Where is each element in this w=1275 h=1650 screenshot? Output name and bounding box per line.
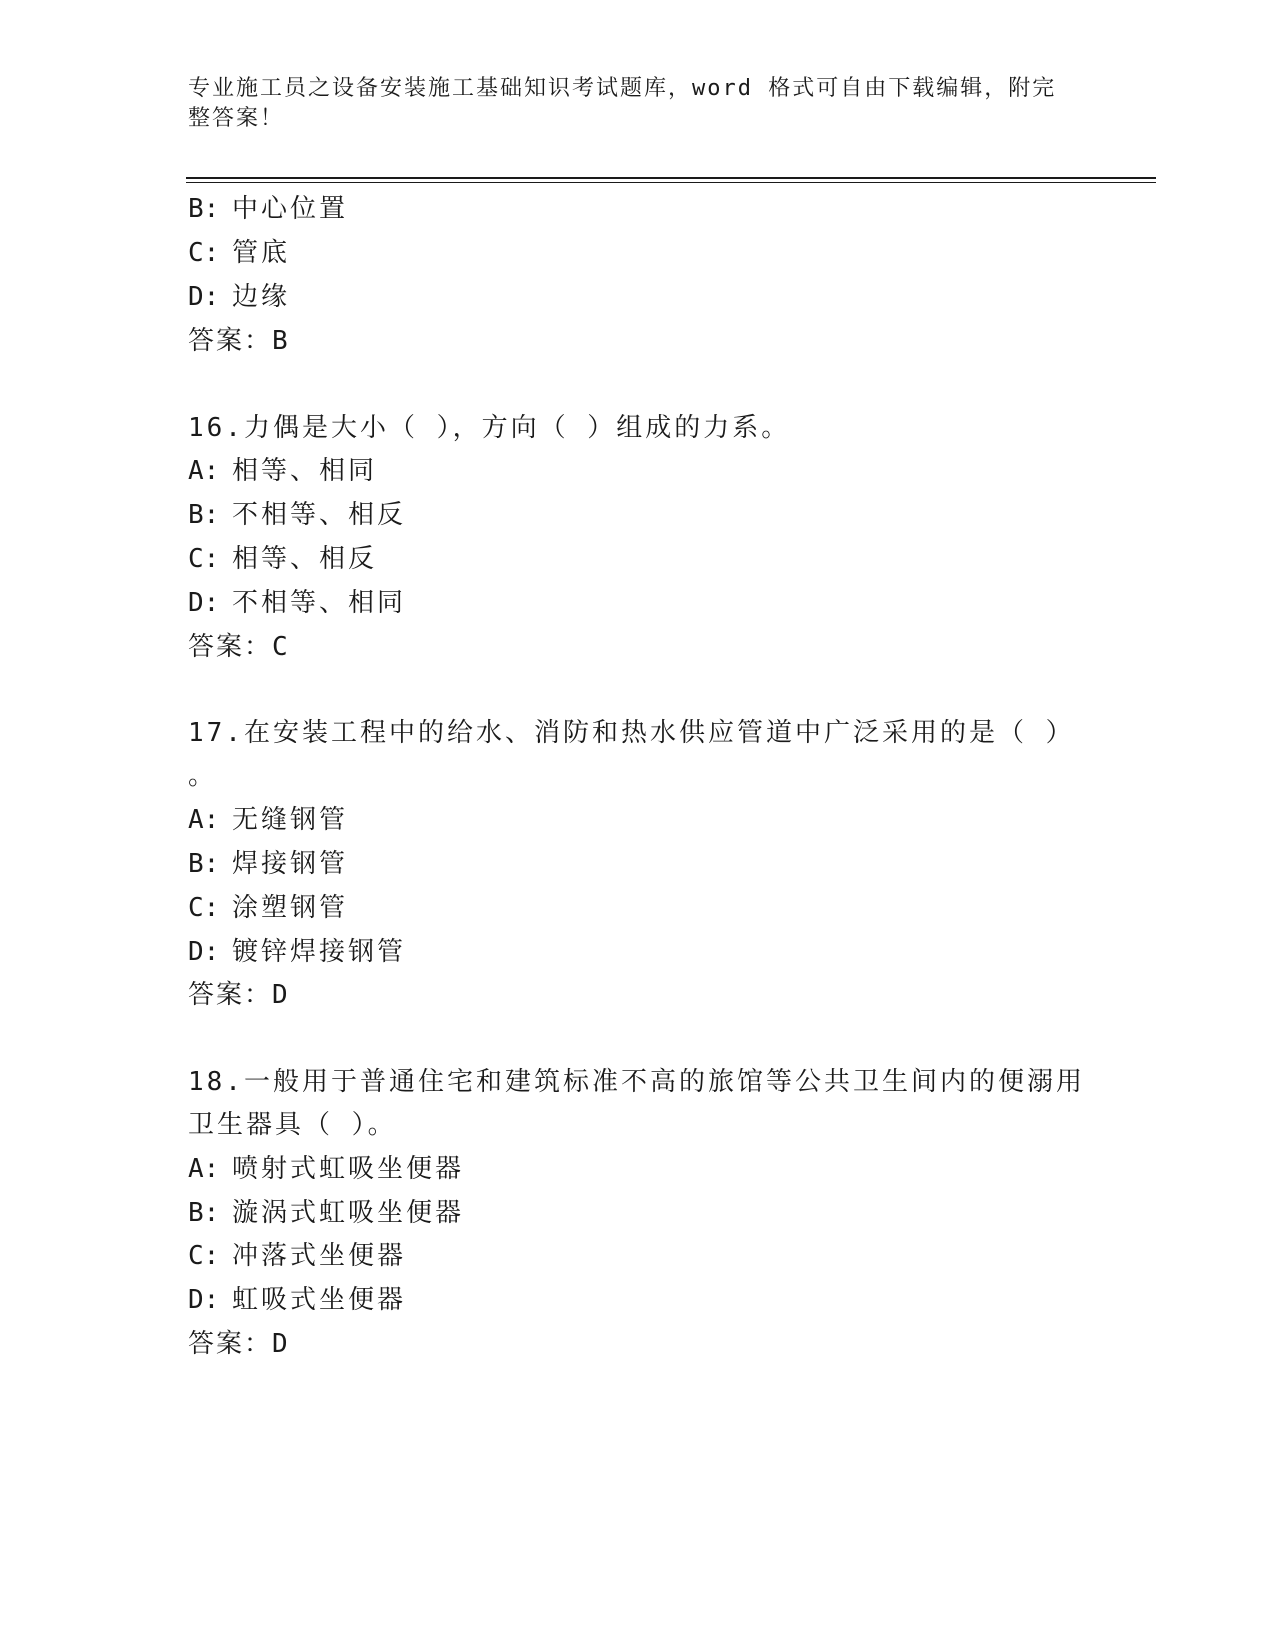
answer-value: D: [272, 1329, 288, 1359]
option-label: D:: [188, 588, 220, 618]
option-text: 相等、相反: [232, 544, 378, 574]
option-label: A:: [188, 456, 220, 486]
q18-option-d: [188, 1284, 406, 1316]
option-label: B:: [188, 500, 220, 530]
q15-option-c: [188, 237, 290, 269]
q16-stem: 16.力偶是大小（ ），方向（ ）组成的力系。: [188, 413, 791, 443]
option-text: 边缘: [232, 282, 291, 312]
header-line-1: 专业施工员之设备安装施工基础知识考试题库，word 格式可自由下载编辑，附完: [188, 76, 1057, 101]
option-label: C:: [188, 238, 220, 268]
option-text: 喷射式虹吸坐便器: [232, 1154, 465, 1184]
option-label: C:: [188, 544, 220, 574]
option-label: A:: [188, 1154, 220, 1184]
option-label: D:: [188, 282, 220, 312]
option-text: 相等、相同: [232, 456, 378, 486]
q16-option-b: [188, 499, 406, 531]
option-text: 涂塑钢管: [232, 893, 349, 923]
answer-label: 答案：: [188, 980, 273, 1010]
document-header: [188, 74, 1068, 134]
q18-stem-line-2: 卫生器具（ ）。: [188, 1110, 397, 1140]
q16-option-c: [188, 543, 377, 575]
q18-option-b: [188, 1197, 464, 1229]
option-text: 镀锌焊接钢管: [232, 937, 407, 967]
q17-answer: [188, 979, 288, 1011]
q16-option-a: [188, 455, 377, 487]
answer-value: B: [272, 326, 288, 356]
answer-label: 答案：: [188, 326, 273, 356]
option-text: 冲落式坐便器: [232, 1241, 407, 1271]
header-divider-thick: [186, 177, 1156, 179]
answer-value: D: [272, 980, 288, 1010]
option-label: D:: [188, 1285, 220, 1315]
option-label: C:: [188, 1241, 220, 1271]
answer-label: 答案：: [188, 1329, 273, 1359]
answer-label: 答案：: [188, 632, 273, 662]
q17-stem-line-2: 。: [188, 761, 218, 791]
q15-answer: [188, 325, 288, 357]
option-text: 不相等、相反: [232, 500, 407, 530]
q17-option-c: [188, 892, 348, 924]
q15-option-b: [188, 193, 348, 225]
q18-stem-line-1: 18.一般用于普通住宅和建筑标准不高的旅馆等公共卫生间内的便溺用: [188, 1067, 1085, 1097]
option-label: D:: [188, 937, 220, 967]
q18-answer: [188, 1328, 288, 1360]
option-label: B:: [188, 849, 220, 879]
option-label: C:: [188, 893, 220, 923]
header-line-2: 整答案！: [188, 106, 285, 131]
option-text: 虹吸式坐便器: [232, 1285, 407, 1315]
option-text: 中心位置: [232, 194, 349, 224]
q17-stem-line-1: 17.在安装工程中的给水、消防和热水供应管道中广泛采用的是（ ）: [188, 718, 1075, 748]
option-text: 焊接钢管: [232, 849, 349, 879]
q18-option-a: [188, 1153, 464, 1185]
q16-option-d: [188, 587, 406, 619]
option-label: A:: [188, 805, 220, 835]
answer-value: C: [272, 632, 288, 662]
option-label: B:: [188, 194, 220, 224]
q16-answer: [188, 631, 288, 663]
option-text: 漩涡式虹吸坐便器: [232, 1198, 465, 1228]
header-divider-thin: [186, 182, 1156, 183]
q15-option-d: [188, 281, 290, 313]
option-text: 无缝钢管: [232, 805, 349, 835]
option-label: B:: [188, 1198, 220, 1228]
q17-option-b: [188, 848, 348, 880]
q18-option-c: [188, 1240, 406, 1272]
option-text: 管底: [232, 238, 291, 268]
option-text: 不相等、相同: [232, 588, 407, 618]
q17-option-a: [188, 804, 348, 836]
q17-option-d: [188, 936, 406, 968]
